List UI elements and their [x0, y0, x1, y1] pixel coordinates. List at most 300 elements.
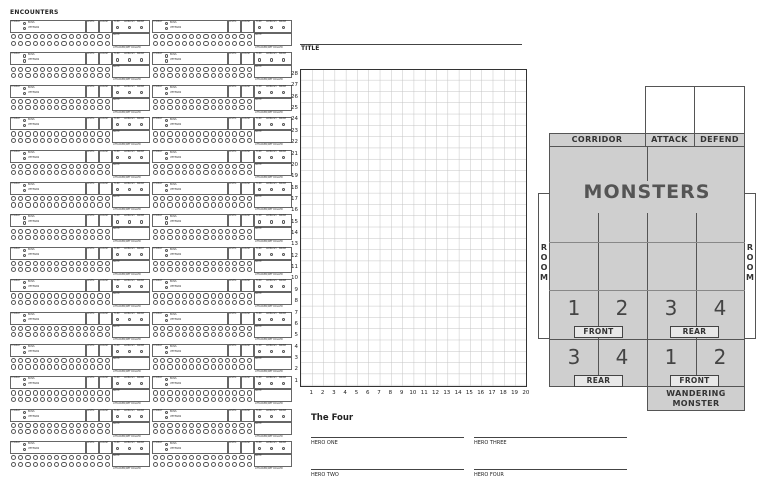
- hp-circle[interactable]: [83, 34, 88, 39]
- hp-circle[interactable]: [76, 196, 81, 201]
- hp-circle[interactable]: [25, 364, 30, 369]
- hp-circle[interactable]: [247, 131, 252, 136]
- hp-circle[interactable]: [54, 99, 59, 104]
- hp-circle[interactable]: [153, 99, 158, 104]
- hp-circle[interactable]: [203, 358, 208, 363]
- hp-circle[interactable]: [182, 423, 187, 428]
- hp-circle[interactable]: [153, 73, 158, 78]
- flee-checkbox[interactable]: [258, 220, 261, 223]
- hp-circle[interactable]: [97, 423, 102, 428]
- hp-circle[interactable]: [18, 358, 23, 363]
- hp-circle[interactable]: [225, 358, 230, 363]
- hp-circle[interactable]: [247, 34, 252, 39]
- hp-circle[interactable]: [153, 326, 158, 331]
- hp-circle[interactable]: [105, 300, 110, 305]
- hp-circle[interactable]: [218, 73, 223, 78]
- hp-circle[interactable]: [54, 364, 59, 369]
- hp-circle[interactable]: [54, 73, 59, 78]
- hp-circle[interactable]: [33, 138, 38, 143]
- hp-circle[interactable]: [247, 390, 252, 395]
- hp-circle[interactable]: [182, 390, 187, 395]
- hp-circle[interactable]: [90, 364, 95, 369]
- threat-box[interactable]: [152, 150, 228, 163]
- hp-circle[interactable]: [47, 423, 52, 428]
- hp-circle[interactable]: [218, 196, 223, 201]
- hp-circle[interactable]: [153, 196, 158, 201]
- ambush-checkbox[interactable]: [128, 318, 131, 321]
- hp-circle[interactable]: [167, 390, 172, 395]
- hp-circle[interactable]: [76, 34, 81, 39]
- hp-circle[interactable]: [153, 390, 158, 395]
- boss-checkbox[interactable]: [23, 152, 26, 155]
- hp-circle[interactable]: [232, 455, 237, 460]
- hp-circle[interactable]: [40, 261, 45, 266]
- hp-circle[interactable]: [105, 99, 110, 104]
- hp-circle[interactable]: [97, 455, 102, 460]
- hp-circle[interactable]: [25, 293, 30, 298]
- hp-circle[interactable]: [196, 326, 201, 331]
- hp-circle[interactable]: [76, 358, 81, 363]
- hp-circle[interactable]: [189, 202, 194, 207]
- hp-circle[interactable]: [33, 267, 38, 272]
- hp-circle[interactable]: [247, 170, 252, 175]
- hp-circle[interactable]: [18, 67, 23, 72]
- hp-circle[interactable]: [54, 261, 59, 266]
- hp-circle[interactable]: [105, 397, 110, 402]
- hp-circle[interactable]: [11, 462, 16, 467]
- hp-circle[interactable]: [196, 170, 201, 175]
- hp-circle[interactable]: [211, 429, 216, 434]
- hp-circle[interactable]: [33, 300, 38, 305]
- hp-circle[interactable]: [83, 358, 88, 363]
- hp-circle[interactable]: [69, 105, 74, 110]
- hp-circle[interactable]: [153, 267, 158, 272]
- hp-circle[interactable]: [218, 105, 223, 110]
- hp-circle[interactable]: [69, 202, 74, 207]
- hp-circle[interactable]: [11, 300, 16, 305]
- hp-circle[interactable]: [232, 300, 237, 305]
- hp-circle[interactable]: [225, 429, 230, 434]
- hp-circle[interactable]: [69, 261, 74, 266]
- hp-circle[interactable]: [54, 235, 59, 240]
- hp-circle[interactable]: [69, 267, 74, 272]
- hp-circle[interactable]: [175, 41, 180, 46]
- hp-circle[interactable]: [225, 67, 230, 72]
- hp-circle[interactable]: [40, 423, 45, 428]
- hp-circle[interactable]: [218, 267, 223, 272]
- hp-circle[interactable]: [232, 397, 237, 402]
- hp-circle[interactable]: [69, 164, 74, 169]
- hp-circle[interactable]: [153, 34, 158, 39]
- hp-circle[interactable]: [175, 358, 180, 363]
- hp-circle[interactable]: [239, 202, 244, 207]
- hp-circle[interactable]: [105, 455, 110, 460]
- hp-circle[interactable]: [47, 326, 52, 331]
- hp-circle[interactable]: [225, 293, 230, 298]
- hp-circle[interactable]: [211, 34, 216, 39]
- bribe-checkbox[interactable]: [282, 156, 285, 159]
- hp-circle[interactable]: [225, 235, 230, 240]
- hp-circle[interactable]: [105, 423, 110, 428]
- hp-circle[interactable]: [153, 164, 158, 169]
- hp-circle[interactable]: [167, 67, 172, 72]
- hp-circle[interactable]: [54, 462, 59, 467]
- boss-checkbox[interactable]: [165, 411, 168, 414]
- hp-circle[interactable]: [211, 170, 216, 175]
- hp-circle[interactable]: [239, 332, 244, 337]
- hp-circle[interactable]: [40, 34, 45, 39]
- hp-circle[interactable]: [83, 196, 88, 201]
- hp-circle[interactable]: [105, 293, 110, 298]
- hp-circle[interactable]: [182, 300, 187, 305]
- hp-circle[interactable]: [90, 429, 95, 434]
- hp-circle[interactable]: [232, 164, 237, 169]
- hp-circle[interactable]: [76, 390, 81, 395]
- hp-circle[interactable]: [90, 462, 95, 467]
- hp-circle[interactable]: [218, 229, 223, 234]
- hp-circle[interactable]: [196, 267, 201, 272]
- hp-circle[interactable]: [61, 138, 66, 143]
- hp-circle[interactable]: [182, 41, 187, 46]
- hp-circle[interactable]: [211, 99, 216, 104]
- hp-circle[interactable]: [232, 73, 237, 78]
- hp-circle[interactable]: [182, 138, 187, 143]
- hp-circle[interactable]: [61, 105, 66, 110]
- hp-circle[interactable]: [76, 326, 81, 331]
- hp-circle[interactable]: [153, 423, 158, 428]
- hp-circle[interactable]: [203, 73, 208, 78]
- hp-circle[interactable]: [218, 99, 223, 104]
- hp-circle[interactable]: [153, 138, 158, 143]
- hp-circle[interactable]: [232, 41, 237, 46]
- hp-circle[interactable]: [90, 423, 95, 428]
- hp-circle[interactable]: [47, 390, 52, 395]
- hp-circle[interactable]: [189, 261, 194, 266]
- hp-circle[interactable]: [189, 73, 194, 78]
- veteran-checkbox[interactable]: [23, 59, 26, 62]
- hp-circle[interactable]: [189, 229, 194, 234]
- hp-circle[interactable]: [54, 131, 59, 136]
- hp-circle[interactable]: [211, 364, 216, 369]
- hp-circle[interactable]: [175, 164, 180, 169]
- hp-circle[interactable]: [153, 358, 158, 363]
- hp-circle[interactable]: [153, 429, 158, 434]
- hp-circle[interactable]: [11, 105, 16, 110]
- hp-circle[interactable]: [247, 235, 252, 240]
- hp-circle[interactable]: [97, 235, 102, 240]
- hp-circle[interactable]: [11, 364, 16, 369]
- bribe-checkbox[interactable]: [282, 220, 285, 223]
- hero-one-line[interactable]: [311, 437, 464, 438]
- hp-circle[interactable]: [47, 229, 52, 234]
- threat-box[interactable]: [152, 117, 228, 130]
- hp-circle[interactable]: [25, 99, 30, 104]
- hp-circle[interactable]: [18, 41, 23, 46]
- hp-circle[interactable]: [105, 196, 110, 201]
- hp-circle[interactable]: [40, 358, 45, 363]
- bribe-checkbox[interactable]: [140, 220, 143, 223]
- hp-circle[interactable]: [239, 229, 244, 234]
- hp-circle[interactable]: [97, 358, 102, 363]
- hp-circle[interactable]: [153, 170, 158, 175]
- hp-circle[interactable]: [182, 99, 187, 104]
- hp-circle[interactable]: [40, 462, 45, 467]
- hp-circle[interactable]: [211, 196, 216, 201]
- hp-circle[interactable]: [225, 41, 230, 46]
- hp-circle[interactable]: [69, 293, 74, 298]
- hp-circle[interactable]: [18, 455, 23, 460]
- hp-circle[interactable]: [76, 138, 81, 143]
- hp-circle[interactable]: [25, 138, 30, 143]
- hp-circle[interactable]: [175, 267, 180, 272]
- hp-circle[interactable]: [203, 196, 208, 201]
- hp-circle[interactable]: [90, 229, 95, 234]
- hp-circle[interactable]: [61, 364, 66, 369]
- hp-circle[interactable]: [90, 267, 95, 272]
- hp-circle[interactable]: [69, 390, 74, 395]
- hp-circle[interactable]: [33, 293, 38, 298]
- hp-circle[interactable]: [47, 170, 52, 175]
- hp-circle[interactable]: [54, 293, 59, 298]
- hp-circle[interactable]: [218, 300, 223, 305]
- hp-circle[interactable]: [40, 99, 45, 104]
- hp-circle[interactable]: [167, 293, 172, 298]
- hp-circle[interactable]: [182, 105, 187, 110]
- hp-circle[interactable]: [182, 235, 187, 240]
- hp-circle[interactable]: [25, 196, 30, 201]
- hp-circle[interactable]: [11, 99, 16, 104]
- hp-circle[interactable]: [18, 34, 23, 39]
- hp-circle[interactable]: [25, 300, 30, 305]
- hp-circle[interactable]: [83, 99, 88, 104]
- threat-box[interactable]: [152, 409, 228, 422]
- hp-circle[interactable]: [203, 364, 208, 369]
- threat-box[interactable]: [152, 279, 228, 292]
- hp-circle[interactable]: [247, 99, 252, 104]
- hp-circle[interactable]: [218, 364, 223, 369]
- hp-circle[interactable]: [175, 300, 180, 305]
- hp-circle[interactable]: [11, 34, 16, 39]
- hp-circle[interactable]: [76, 170, 81, 175]
- threat-box[interactable]: [10, 182, 86, 195]
- hp-circle[interactable]: [232, 235, 237, 240]
- hp-circle[interactable]: [61, 429, 66, 434]
- hp-circle[interactable]: [83, 164, 88, 169]
- hp-circle[interactable]: [11, 358, 16, 363]
- bribe-checkbox[interactable]: [282, 415, 285, 418]
- hp-circle[interactable]: [76, 293, 81, 298]
- hp-circle[interactable]: [76, 41, 81, 46]
- hp-circle[interactable]: [105, 67, 110, 72]
- hp-circle[interactable]: [225, 332, 230, 337]
- hp-circle[interactable]: [203, 267, 208, 272]
- threat-box[interactable]: [152, 376, 228, 389]
- hp-circle[interactable]: [25, 332, 30, 337]
- hp-circle[interactable]: [203, 105, 208, 110]
- hp-circle[interactable]: [33, 229, 38, 234]
- hp-circle[interactable]: [203, 229, 208, 234]
- hp-circle[interactable]: [218, 429, 223, 434]
- hp-circle[interactable]: [69, 364, 74, 369]
- hp-circle[interactable]: [232, 462, 237, 467]
- hp-circle[interactable]: [25, 326, 30, 331]
- hp-circle[interactable]: [160, 202, 165, 207]
- hp-circle[interactable]: [76, 131, 81, 136]
- hp-circle[interactable]: [61, 390, 66, 395]
- hp-circle[interactable]: [189, 332, 194, 337]
- hp-circle[interactable]: [105, 131, 110, 136]
- threat-box[interactable]: [152, 344, 228, 357]
- hp-circle[interactable]: [69, 462, 74, 467]
- hp-circle[interactable]: [153, 261, 158, 266]
- hp-circle[interactable]: [11, 202, 16, 207]
- hp-circle[interactable]: [54, 326, 59, 331]
- hp-circle[interactable]: [76, 462, 81, 467]
- hp-circle[interactable]: [90, 235, 95, 240]
- hp-circle[interactable]: [105, 261, 110, 266]
- hp-circle[interactable]: [40, 397, 45, 402]
- hp-circle[interactable]: [25, 229, 30, 234]
- hp-circle[interactable]: [76, 105, 81, 110]
- hp-circle[interactable]: [97, 73, 102, 78]
- hp-circle[interactable]: [203, 293, 208, 298]
- hp-circle[interactable]: [25, 105, 30, 110]
- hp-circle[interactable]: [69, 429, 74, 434]
- hp-circle[interactable]: [239, 164, 244, 169]
- hp-circle[interactable]: [175, 326, 180, 331]
- hp-circle[interactable]: [196, 131, 201, 136]
- hp-circle[interactable]: [61, 332, 66, 337]
- hp-circle[interactable]: [182, 429, 187, 434]
- hp-circle[interactable]: [83, 67, 88, 72]
- hp-circle[interactable]: [189, 138, 194, 143]
- hp-circle[interactable]: [18, 170, 23, 175]
- hp-circle[interactable]: [69, 332, 74, 337]
- hp-circle[interactable]: [203, 390, 208, 395]
- hp-circle[interactable]: [54, 429, 59, 434]
- hp-circle[interactable]: [196, 300, 201, 305]
- hp-circle[interactable]: [90, 358, 95, 363]
- hp-circle[interactable]: [232, 99, 237, 104]
- hp-circle[interactable]: [90, 105, 95, 110]
- hp-circle[interactable]: [105, 429, 110, 434]
- hp-circle[interactable]: [196, 358, 201, 363]
- hp-circle[interactable]: [76, 423, 81, 428]
- hp-circle[interactable]: [76, 300, 81, 305]
- hp-circle[interactable]: [189, 235, 194, 240]
- hp-circle[interactable]: [239, 105, 244, 110]
- hp-circle[interactable]: [11, 164, 16, 169]
- hp-circle[interactable]: [90, 170, 95, 175]
- threat-box[interactable]: [152, 247, 228, 260]
- threat-box[interactable]: [10, 247, 86, 260]
- hp-circle[interactable]: [211, 293, 216, 298]
- hp-circle[interactable]: [83, 235, 88, 240]
- hp-circle[interactable]: [232, 364, 237, 369]
- hp-circle[interactable]: [175, 390, 180, 395]
- hp-circle[interactable]: [90, 300, 95, 305]
- hp-circle[interactable]: [247, 455, 252, 460]
- hp-circle[interactable]: [18, 332, 23, 337]
- hp-circle[interactable]: [11, 131, 16, 136]
- hp-circle[interactable]: [247, 267, 252, 272]
- hp-circle[interactable]: [47, 364, 52, 369]
- hp-circle[interactable]: [203, 170, 208, 175]
- hp-circle[interactable]: [203, 202, 208, 207]
- hp-circle[interactable]: [47, 131, 52, 136]
- hp-circle[interactable]: [239, 34, 244, 39]
- hp-circle[interactable]: [90, 332, 95, 337]
- veteran-checkbox[interactable]: [165, 59, 168, 62]
- hp-circle[interactable]: [47, 293, 52, 298]
- hp-circle[interactable]: [47, 34, 52, 39]
- hp-circle[interactable]: [90, 99, 95, 104]
- hp-circle[interactable]: [196, 164, 201, 169]
- hp-circle[interactable]: [232, 293, 237, 298]
- hp-circle[interactable]: [196, 390, 201, 395]
- hp-circle[interactable]: [25, 358, 30, 363]
- hp-circle[interactable]: [160, 261, 165, 266]
- hp-circle[interactable]: [175, 235, 180, 240]
- hp-circle[interactable]: [196, 105, 201, 110]
- hp-circle[interactable]: [33, 164, 38, 169]
- hp-circle[interactable]: [54, 170, 59, 175]
- hp-circle[interactable]: [218, 235, 223, 240]
- hp-circle[interactable]: [225, 229, 230, 234]
- hp-circle[interactable]: [47, 196, 52, 201]
- hp-circle[interactable]: [90, 455, 95, 460]
- hp-circle[interactable]: [47, 462, 52, 467]
- boss-checkbox[interactable]: [23, 216, 26, 219]
- hp-circle[interactable]: [69, 326, 74, 331]
- hp-circle[interactable]: [153, 300, 158, 305]
- hp-circle[interactable]: [83, 326, 88, 331]
- hp-circle[interactable]: [76, 261, 81, 266]
- hp-circle[interactable]: [76, 429, 81, 434]
- hp-circle[interactable]: [18, 397, 23, 402]
- hp-circle[interactable]: [69, 229, 74, 234]
- hp-circle[interactable]: [83, 332, 88, 337]
- hp-circle[interactable]: [160, 429, 165, 434]
- hp-circle[interactable]: [61, 229, 66, 234]
- hp-circle[interactable]: [167, 423, 172, 428]
- hp-circle[interactable]: [182, 170, 187, 175]
- hp-circle[interactable]: [196, 202, 201, 207]
- hp-circle[interactable]: [225, 170, 230, 175]
- hp-circle[interactable]: [182, 229, 187, 234]
- hp-circle[interactable]: [225, 73, 230, 78]
- hp-circle[interactable]: [203, 429, 208, 434]
- hp-circle[interactable]: [97, 196, 102, 201]
- hp-circle[interactable]: [18, 390, 23, 395]
- hp-circle[interactable]: [83, 455, 88, 460]
- hp-circle[interactable]: [90, 164, 95, 169]
- hp-circle[interactable]: [167, 455, 172, 460]
- hp-circle[interactable]: [167, 164, 172, 169]
- hp-circle[interactable]: [61, 462, 66, 467]
- hp-circle[interactable]: [189, 300, 194, 305]
- hp-circle[interactable]: [97, 429, 102, 434]
- veteran-checkbox[interactable]: [165, 221, 168, 224]
- hp-circle[interactable]: [69, 397, 74, 402]
- hp-circle[interactable]: [182, 358, 187, 363]
- hp-circle[interactable]: [203, 462, 208, 467]
- hp-circle[interactable]: [167, 235, 172, 240]
- hp-circle[interactable]: [153, 131, 158, 136]
- hp-circle[interactable]: [247, 196, 252, 201]
- hp-circle[interactable]: [189, 267, 194, 272]
- hp-circle[interactable]: [232, 267, 237, 272]
